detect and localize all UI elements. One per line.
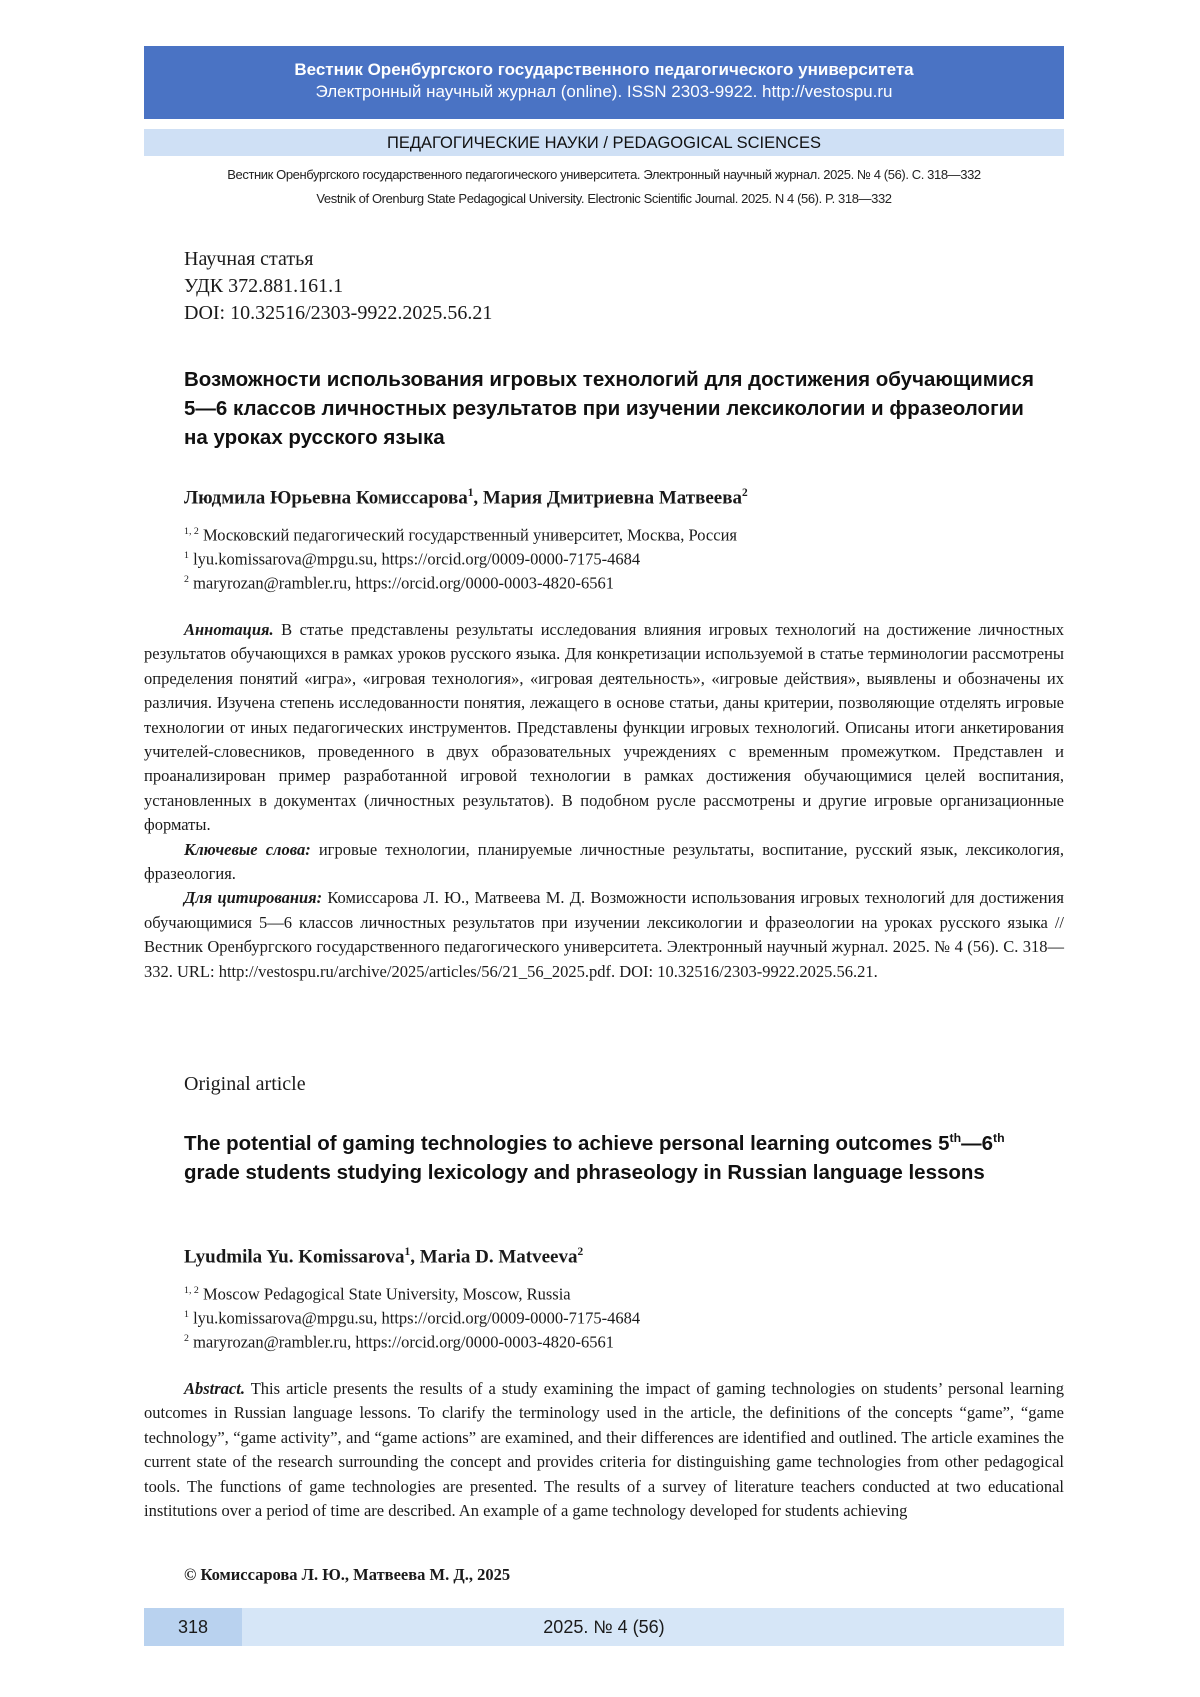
author-1-contact-ru: $^1$ lyu.komissarova@mpgu.su, https://orcid.org/0009-0000-7175-4684 <box>184 549 641 569</box>
journal-title: Вестник Оренбургского государственного педагогического университета <box>294 60 914 79</box>
author-1-contact-en: $^1$ lyu.komissarova@mpgu.su, https://orcid.org/0009-0000-7175-4684 <box>184 1308 641 1328</box>
abstract-block-ru <box>144 618 1064 984</box>
udk: УДК 372.881.161.1 <box>184 275 344 297</box>
citation-ru: Для цитирования: Комиссарова Л. Ю., Матвеева М. Д. Возможности использования игровых технологий для достижения обучающимися 5—6 классов личностных результатов при изучении лексикологии и фразеологии на уроках русского языка // Вестник Оренбургского государственного педагогического университета. Электронный научный журнал. 2025. № 4 (56). С. 318—332. URL: http://vestospu.ru/archive/2025/articles/56/21_56_2025.pdf. DOI: 10.32516/2303-9922.2025.56.21. <box>144 888 1064 981</box>
page-footer <box>144 1608 1064 1646</box>
authors-ru: Людмила Юрьевна Комиссарова$^1$, Мария Дмитриевна Матвеева$^2$ <box>184 487 748 509</box>
issue-label: 2025. № 4 (56) <box>543 1617 665 1637</box>
author-1-en: Lyudmila Yu. Komissarova <box>184 1246 405 1268</box>
copyright-notice: © Комиссарова Л. Ю., Матвеева М. Д., 2025 <box>184 1565 511 1584</box>
abstract-en: Abstract. This article presents the results of a study examining the impact of gaming technologies on students’ personal learning outcomes in Russian language lessons. To clarify the terminology used in the article, the definitions of the concepts “game”, “game technology”, “game activity”, and “game actions” are examined, and their differences are identified and outlined. The article examines the current state of the research surrounding the concept and provides criteria for distinguishing game technologies from other pedagogical tools. The functions of game technologies are presented. The results of a survey of literature teachers conducted at two educational institutions over a period of time are described. An example of a game technology developed for students achieving <box>144 1379 1064 1521</box>
authors-en: Lyudmila Yu. Komissarova$^1$, Maria D. Matveeva$^2$ <box>184 1246 584 1268</box>
journal-header-banner <box>144 46 1064 119</box>
abstract-ru: Аннотация. В статье представлены результаты исследования влияния игровых технологий на достижение личностных результатов обучающихся в рамках уроков русского языка. Для конкретизации используемой в статье терминологии рассмотрены определения понятий «игра», «игровая технология», «игровая деятельность», «игровые действия», выявлены и обозначены их различия. Изучена степень исследованности понятия, лежащего в основе статьи, даны критерии, позволяющие отделять игровые технологии от иных педагогических инструментов. Представлены функции игровых технологий. Описаны итоги анкетирования учителей-словесников, проведенного в двух образовательных учреждениях с временным промежутком. Представлен и проанализирован пример разработанной игровой технологии в рамках достижения обучающимися целей воспитания, установленных в документах (личностных результатов). В подобном русле рассмотрены и другие игровые организационные форматы. <box>144 620 1064 835</box>
journal-online-issn: Электронный научный журнал (online). ISSN 2303-9922. http://vestospu.ru <box>315 82 893 101</box>
section-label: ПЕДАГОГИЧЕСКИЕ НАУКИ / PEDAGOGICAL SCIENCES <box>144 129 1064 156</box>
author-2-contact-ru: $^2$ maryrozan@rambler.ru, https://orcid.org/0000-0003-4820-6561 <box>184 573 614 593</box>
author-1-ru: Людмила Юрьевна Комиссарова <box>184 487 468 509</box>
article-type-en: Original article <box>184 1073 306 1095</box>
citation-line-en: Vestnik of Orenburg State Pedagogical University. Electronic Scientific Journal. 2025. N 4 (56). P. 318—332 <box>316 191 892 206</box>
author-2-ru: Мария Дмитриевна Матвеева <box>482 487 742 509</box>
article-type-ru: Научная статья <box>184 248 314 270</box>
article-title-ru: Возможности использования игровых технологий для достижения обучающимися 5—6 классов личностных результатов при изучении лексикологии и фразеологии на уроках русского языка <box>184 368 1034 449</box>
author-2-en: Maria D. Matveeva <box>419 1246 578 1268</box>
page-number: 318 <box>144 1608 242 1646</box>
abstract-block-en <box>144 1377 1064 1523</box>
keywords-ru: Ключевые слова: игровые технологии, планируемые личностные результаты, воспитание, русский язык, лексикология, фразеология. <box>144 839 1064 884</box>
doi: DOI: 10.32516/2303-9922.2025.56.21 <box>184 302 493 324</box>
affiliation-ru: $^{1, 2}$ Московский педагогический государственный университет, Москва, Россия <box>184 525 737 545</box>
article-title-en: The potential of gaming technologies to achieve personal learning outcomes 5th—6th grade students studying lexicology and phraseology in Russian language lessons <box>184 1131 1005 1184</box>
citation-line-ru: Вестник Оренбургского государственного педагогического университета. Электронный научный журнал. 2025. № 4 (56). С. 318—332 <box>227 167 981 182</box>
author-2-contact-en: $^2$ maryrozan@rambler.ru, https://orcid.org/0000-0003-4820-6561 <box>184 1332 614 1352</box>
affiliation-en: $^{1, 2}$ Moscow Pedagogical State University, Moscow, Russia <box>184 1284 571 1304</box>
